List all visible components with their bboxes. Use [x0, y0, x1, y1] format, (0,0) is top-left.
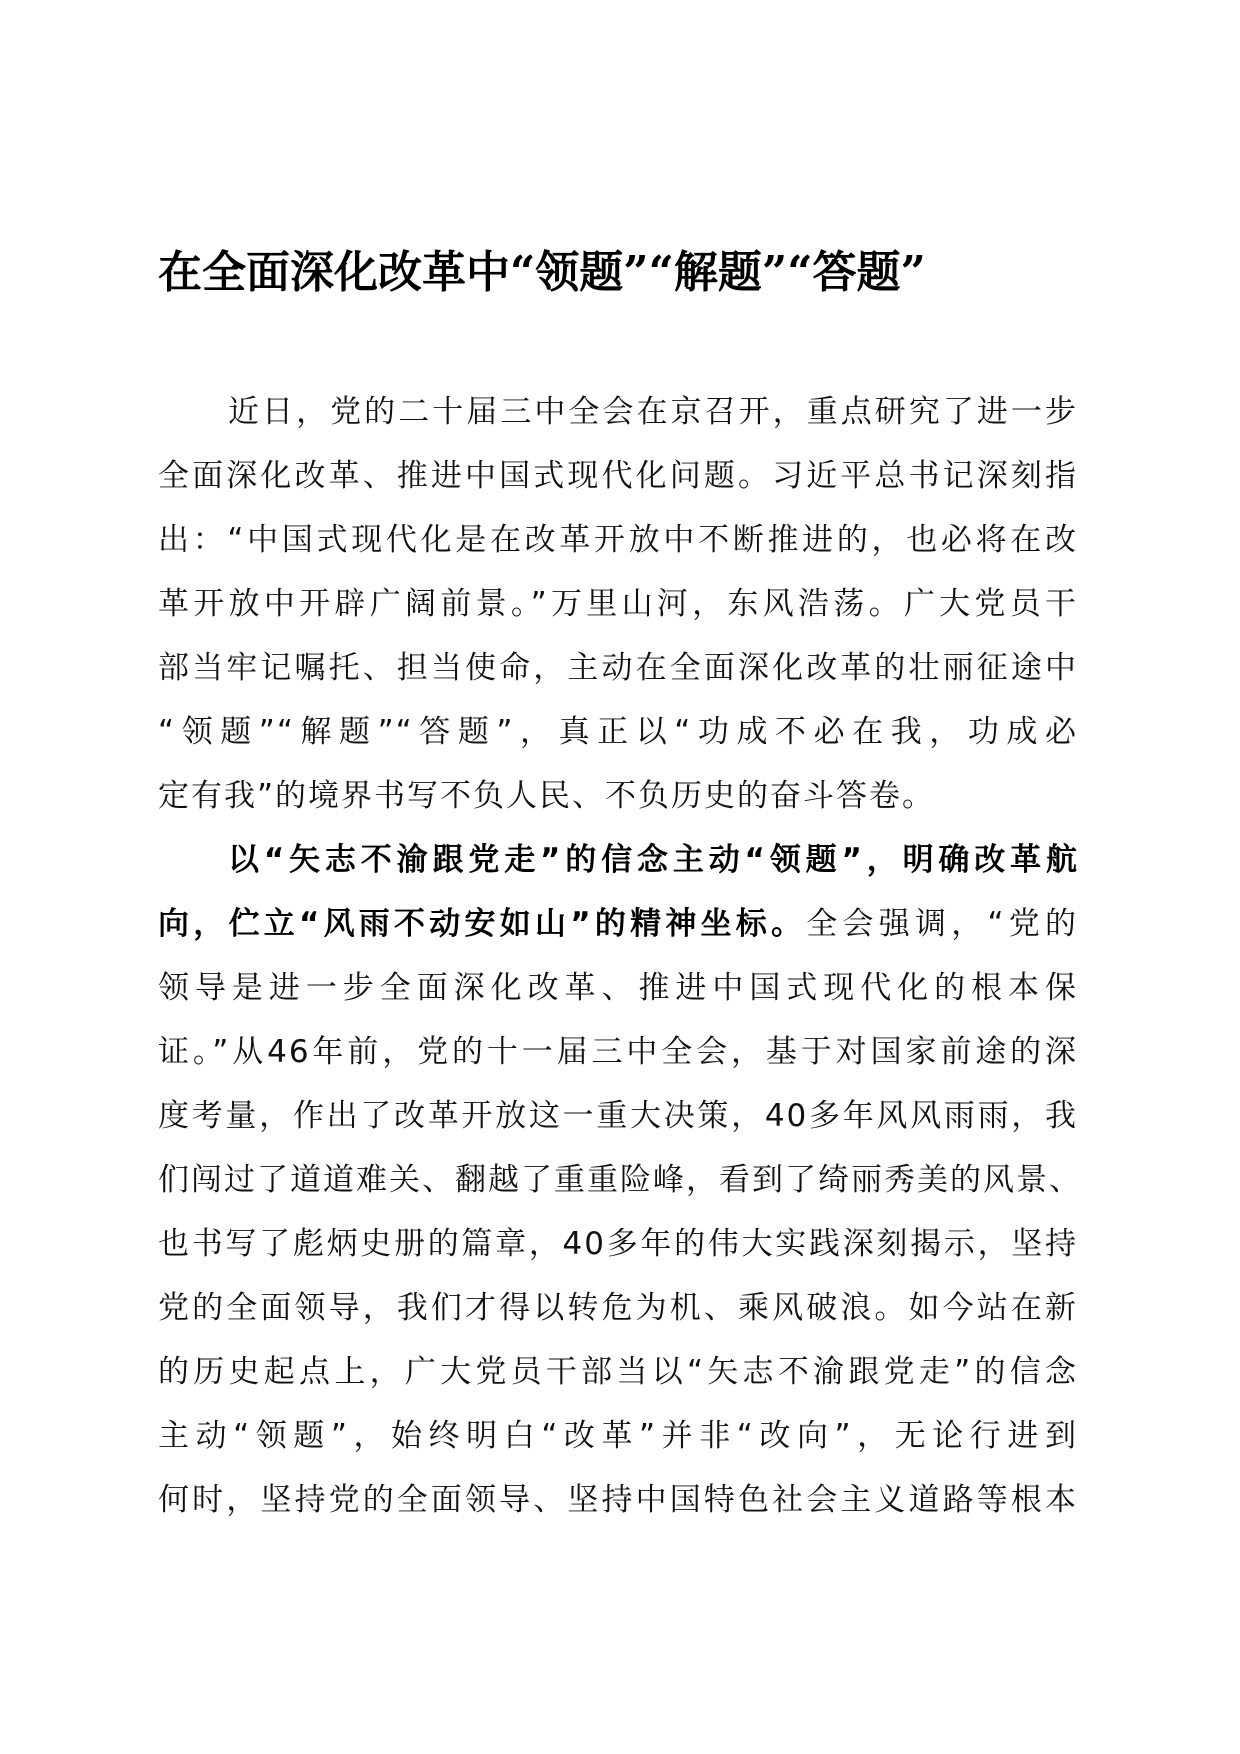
- paragraph-line: 们闯过了道道难关、翻越了重重险峰，看到了绮丽秀美的风景、: [158, 1162, 1082, 1198]
- paragraph-line: 定有我”的境界书写不负人民、不负历史的奋斗答卷。: [158, 778, 936, 814]
- paragraph-line: 也书写了彪炳史册的篇章，40多年的伟大实践深刻揭示，坚持: [158, 1226, 1078, 1262]
- document-body: [158, 380, 1082, 1532]
- paragraph-line: 主动“领题”，始终明白“改革”并非“改向”，无论行进到: [158, 1418, 1078, 1454]
- paragraph-line: [158, 892, 1078, 956]
- lead-sentence-line: 以“矢志不渝跟党走”的信念主动“领题”，明确改革航: [228, 842, 1078, 878]
- paragraph-text: 全会强调，“党的: [806, 906, 1079, 942]
- paragraph-1: [158, 380, 1078, 828]
- paragraph-line: 革开放中开辟广阔前景。”万里山河，东风浩荡。广大党员干: [158, 586, 1078, 622]
- document-title: 在全面深化改革中“领题”“解题”“答题”: [158, 247, 926, 298]
- paragraph-line: 出：“中国式现代化是在改革开放中不断推进的，也必将在改: [158, 522, 1078, 558]
- paragraph-line: 全面深化改革、推进中国式现代化问题。习近平总书记深刻指: [158, 458, 1078, 494]
- paragraph-line: “领题”“解题”“答题”，真正以“功成不必在我，功成必: [158, 714, 1078, 750]
- paragraph-line: 度考量，作出了改革开放这一重大决策，40多年风风雨雨，我: [158, 1098, 1078, 1134]
- paragraph-line: 的历史起点上，广大党员干部当以“矢志不渝跟党走”的信念: [158, 1354, 1078, 1390]
- paragraph-line: 领导是进一步全面深化改革、推进中国式现代化的根本保: [158, 970, 1078, 1006]
- paragraph-line: 近日，党的二十届三中全会在京召开，重点研究了进一步: [228, 394, 1078, 430]
- paragraph-2: [158, 828, 1082, 1532]
- paragraph-line: 何时，坚持党的全面领导、坚持中国特色社会主义道路等根本: [158, 1482, 1078, 1518]
- paragraph-line: 证。”从46年前，党的十一届三中全会，基于对国家前途的深: [158, 1034, 1078, 1070]
- paragraph-line: 部当牢记嘱托、担当使命，主动在全面深化改革的壮丽征途中: [158, 650, 1078, 686]
- lead-sentence-line: 向，伫立“风雨不动安如山”的精神坐标。: [158, 906, 807, 942]
- paragraph-line: 党的全面领导，我们才得以转危为机、乘风破浪。如今站在新: [158, 1290, 1078, 1326]
